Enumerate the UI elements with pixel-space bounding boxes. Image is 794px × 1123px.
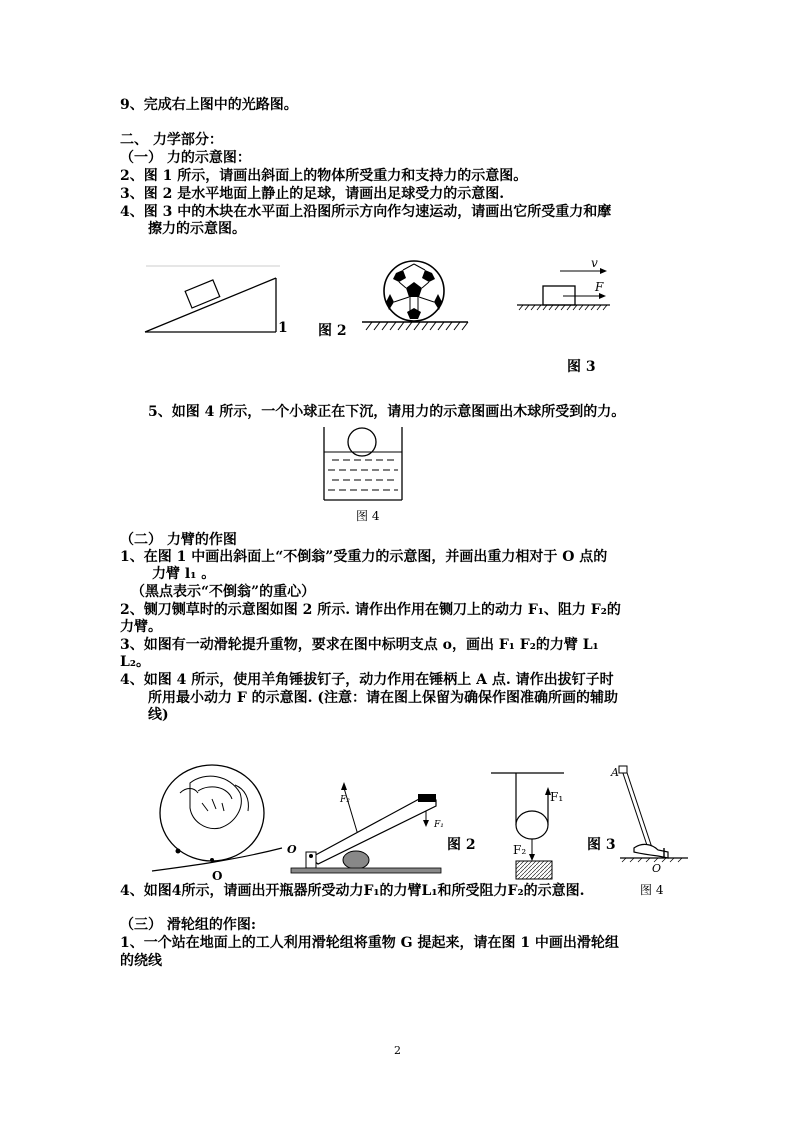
q3-text: 3、图 2 是水平地面上静止的足球，请画出足球受力的示意图.: [120, 186, 505, 202]
section-2-heading: 二、 力学部分：: [120, 132, 223, 148]
fig4b-label: 图 4: [640, 883, 664, 897]
hammer-a-label: A: [611, 766, 619, 779]
lever-q3-line1: 3、如图有一动滑轮提升重物，要求在图中标明支点 o，画出 F₁ F₂的力臂 L₁: [120, 637, 599, 653]
subsection-2-heading: （二） 力臂的作图: [120, 532, 237, 548]
pulley-f1-label: F₁: [550, 790, 564, 804]
pulley-q1-line1: 1、一个站在地面上的工人利用滑轮组将重物 G 提起来，请在图 1 中画出滑轮组: [120, 935, 619, 951]
velocity-label: v: [591, 256, 598, 270]
fig3-label: 图 3: [567, 359, 596, 375]
tumbler-figure: [150, 763, 285, 883]
q9-text: 9、完成右上图中的光路图。: [120, 97, 298, 113]
subsection-3-heading: （三） 滑轮组的作图:: [120, 917, 257, 933]
lever-q2-line2: 力臂。: [120, 619, 162, 635]
lever-q1-line1: 1、在图 1 中画出斜面上“不倒翁”受重力的示意图，并画出重力相对于 O 点的: [120, 549, 608, 565]
cutter-o-label: O: [287, 843, 297, 856]
football-figure: [362, 260, 472, 340]
lever-q4-line3: 线): [148, 707, 169, 723]
cutter-f2-label: F₂: [340, 795, 350, 805]
cutter-figure: [286, 780, 446, 880]
q4-text-line1: 4、图 3 中的木块在水平面上沿图所示方向作匀速运动，请画出它所受重力和摩: [120, 204, 612, 220]
lever-q4-line2: 所用最小动力 F 的示意图. (注意：请在图上保留为确保作图准确所画的辅助: [148, 690, 619, 706]
slope-label: 1: [278, 320, 288, 336]
pulley-q1-line2: 的绕线: [120, 953, 162, 969]
fig2-label: 图 2: [318, 323, 347, 339]
lever-q4b-text: 4、如图4所示，请画出开瓶器所受动力F₁的力臂L₁和所受阻力F₂的示意图.: [120, 883, 585, 899]
lever-q3-line2: L₂。: [120, 654, 150, 670]
beaker-figure: [318, 425, 408, 505]
cutter-f1-label: F₁: [434, 820, 444, 830]
force-label: F: [595, 280, 604, 294]
fig2b-label: 图 2: [447, 837, 476, 853]
pulley-figure: [488, 765, 568, 885]
q5-text: 5、如图 4 所示，一个小球正在下沉，请用力的示意图画出木球所受到的力。: [148, 404, 626, 420]
hammer-o-label: O: [652, 862, 662, 875]
fig4-label: 图 4: [356, 509, 380, 523]
subsection-1-heading: （一） 力的示意图：: [120, 150, 251, 166]
lever-q2-line1: 2、铡刀铡草时的示意图如图 2 所示. 请作出作用在铡刀上的动力 F₁、阻力 F₂的: [120, 602, 621, 618]
lever-q1-line2: 力臂 l₁ 。: [152, 566, 216, 582]
fig3b-label: 图 3: [587, 837, 616, 853]
lever-q1-line3: （黑点表示“不倒翁”的重心）: [131, 584, 316, 600]
tumbler-o-label: O: [212, 869, 223, 883]
page-number: 2: [394, 1044, 401, 1057]
pulley-f2-label: F₂: [513, 843, 527, 857]
q2-text: 2、图 1 所示，请画出斜面上的物体所受重力和支持力的示意图。: [120, 168, 528, 184]
lever-q4-line1: 4、如图 4 所示，使用羊角锤拔钉子，动力作用在锤柄上 A 点. 请作出拔钉子时: [120, 672, 614, 688]
q4-text-line2: 擦力的示意图。: [148, 221, 246, 237]
slope-figure: [140, 262, 290, 337]
